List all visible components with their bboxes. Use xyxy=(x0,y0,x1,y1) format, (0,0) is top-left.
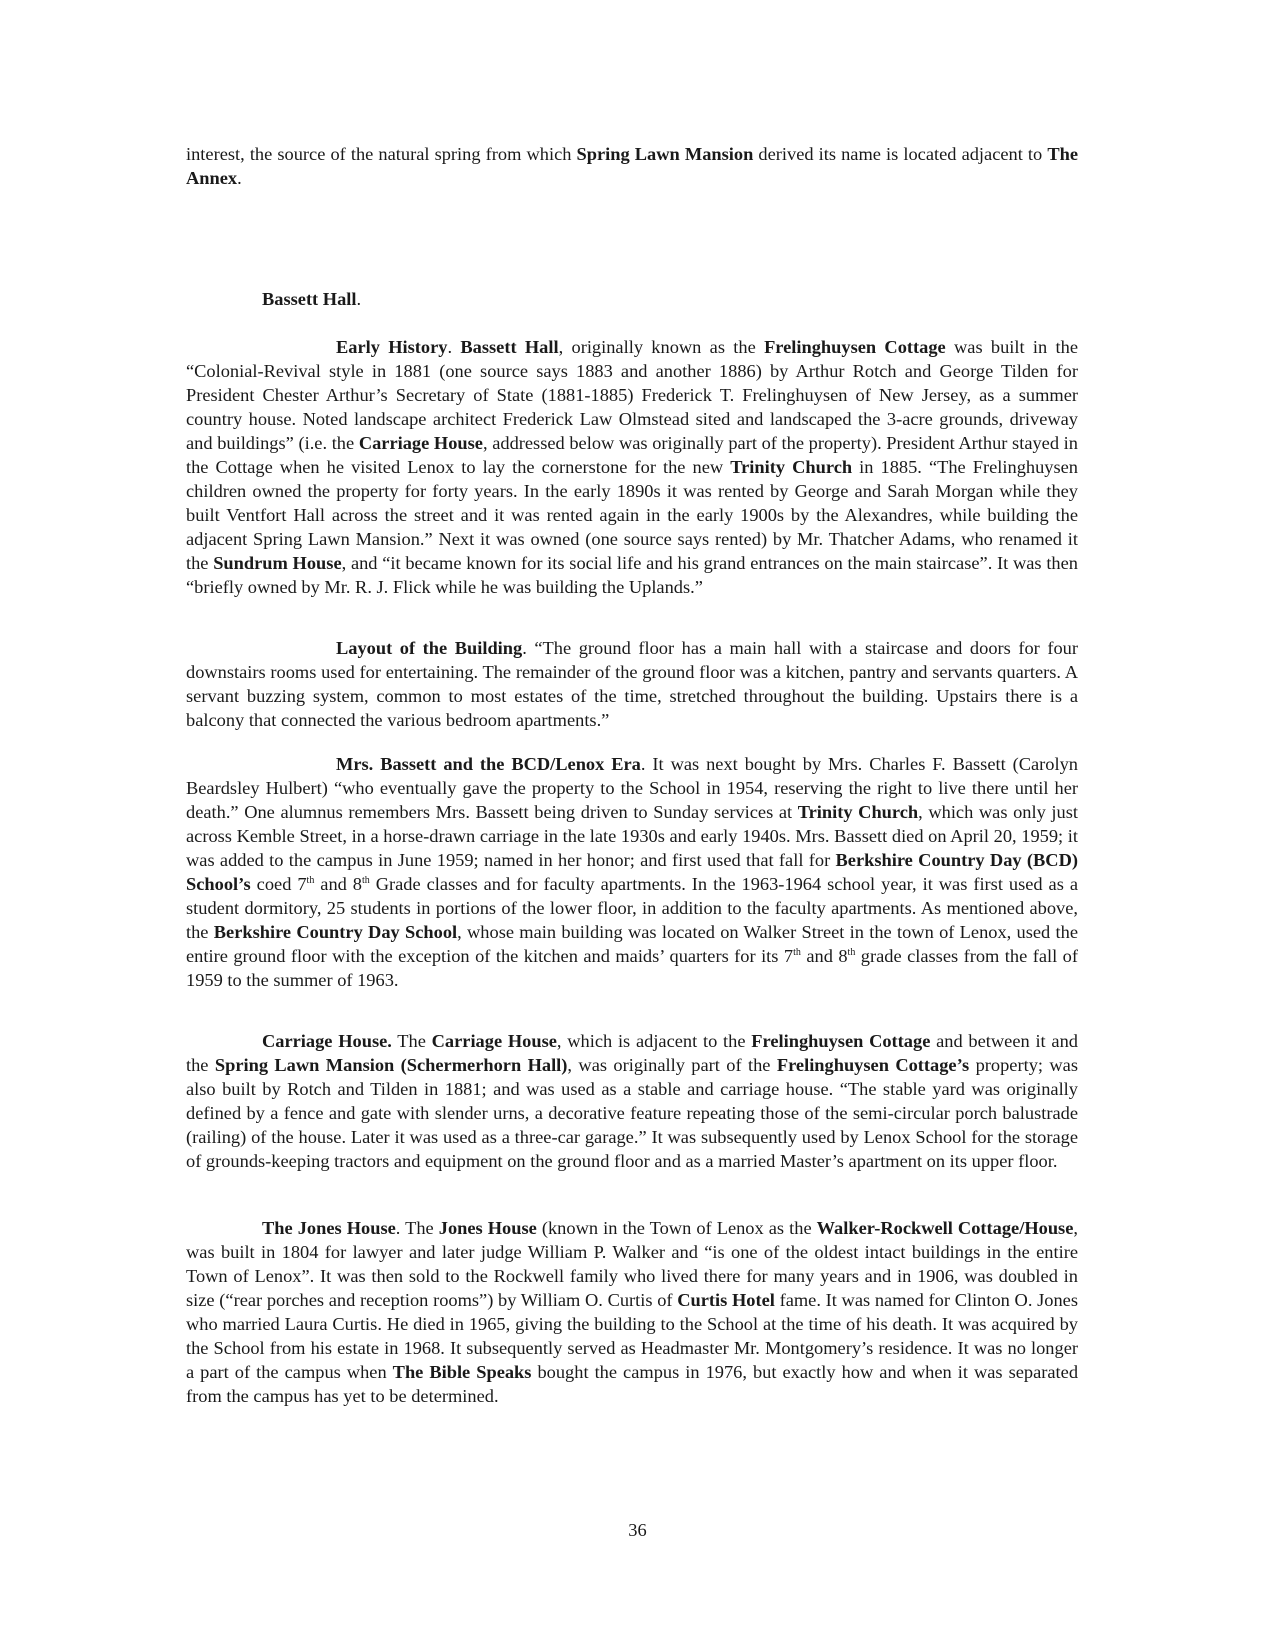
subheading-early-history: Early History xyxy=(336,337,448,357)
subheading-jones-house: The Jones House xyxy=(262,1218,396,1238)
subheading-layout: Layout of the Building xyxy=(336,638,523,658)
page-number: 36 xyxy=(628,1520,647,1540)
paragraph-layout-of-building: Layout of the Building. “The ground floor has a main hall with a staircase and doors for four downstairs rooms used for entertaining. The remainder of the ground floor was a kitchen, pantry and servants quarters. A servant buzzing system, common to most estates of the time, stretched throughout the building. Upstairs there is a balcony that connected the various bedroom apartments.” xyxy=(186,638,1079,730)
subheading-carriage-house: Carriage House. xyxy=(262,1031,392,1051)
paragraph-jones-house: The Jones House. The Jones House (known in the Town of Lenox as the Walker-Rockwell Cottage/House, was built in 1804 for lawyer and later judge William P. Walker and “is one of the oldest intact buildings in the entire Town of Lenox”. It was then sold to the Rockwell family who lived there for many years and in 1906, was doubled in size (“rear porches and reception rooms”) by William O. Curtis of Curtis Hotel fame. It was named for Clinton O. Jones who married Laura Curtis. He died in 1965, giving the building to the School at the time of his death. It was acquired by the School from his estate in 1968. It subsequently served as Headmaster Mr. Montgomery’s residence. It was no longer a part of the campus when The Bible Speaks bought the campus in 1976, but exactly how and when it was separated from the campus has yet to be determined. xyxy=(186,1218,1079,1406)
intro-paragraph: interest, the source of the natural spring from which Spring Lawn Mansion derived its name is located adjacent to The Annex. xyxy=(186,144,1078,188)
paragraph-bcd-lenox-era: Mrs. Bassett and the BCD/Lenox Era. It was next bought by Mrs. Charles F. Bassett (Carolyn Beardsley Hulbert) “who eventually gave the property to the School in 1954, reserving the right to live there until her death.” One alumnus remembers Mrs. Bassett being driven to Sunday services at Trinity Church, which was only just across Kemble Street, in a horse-drawn carriage in the late 1930s and early 1940s. Mrs. Bassett died on April 20, 1959; it was added to the campus in June 1959; named in her honor; and first used that fall for Berkshire Country Day (BCD) School’s coed 7th and 8th Grade classes and for faculty apartments. In the 1963-1964 school year, it was first used as a student dormitory, 25 students in portions of the lower floor, in addition to the faculty apartments. As mentioned above, the Berkshire Country Day School, whose main building was located on Walker Street in the town of Lenox, used the entire ground floor with the exception of the kitchen and maids’ quarters for its 7th and 8th grade classes from the fall of 1959 to the summer of 1963. xyxy=(186,754,1079,990)
subheading-bcd-era: Mrs. Bassett and the BCD/Lenox Era xyxy=(336,754,641,774)
section-title: Bassett Hall xyxy=(262,289,357,309)
section-heading-bassett-hall: Bassett Hall. xyxy=(262,289,362,309)
paragraph-carriage-house: Carriage House. The Carriage House, which is adjacent to the Frelinghuysen Cottage and between it and the Spring Lawn Mansion (Schermerhorn Hall), was originally part of the Frelinghuysen Cottage’s property; was also built by Rotch and Tilden in 1881; and was used as a stable and carriage house. “The stable yard was originally defined by a fence and gate with slender urns, a decorative feature repeating those of the semi-circular porch balustrade (railing) of the house. Later it was used as a three-car garage.” It was subsequently used by Lenox School for the storage of grounds-keeping tractors and equipment on the ground floor and as a married Master’s apartment on its upper floor. xyxy=(186,1031,1078,1171)
paragraph-early-history: Early History. Bassett Hall, originally known as the Frelinghuysen Cottage was built in the “Colonial-Revival style in 1881 (one source says 1883 and another 1886) by Arthur Rotch and George Tilden for President Chester Arthur’s Secretary of State (1881-1885) Frederick T. Frelinghuysen of New Jersey, as a summer country house. Noted landscape architect Frederick Law Olmstead sited and landscaped the 3-acre grounds, driveway and buildings” (i.e. the Carriage House, addressed below was originally part of the property). President Arthur stayed in the Cottage when he visited Lenox to lay the cornerstone for the new Trinity Church in 1885. “The Frelinghuysen children owned the property for forty years. In the early 1890s it was rented by George and Sarah Morgan while they built Ventfort Hall across the street and it was rented again in the early 1900s by the Alexandres, while building the adjacent Spring Lawn Mansion.” Next it was owned (one source says rented) by Mr. Thatcher Adams, who renamed it the Sundrum House, and “it became known for its social life and his grand entrances on the main staircase”. It was then “briefly owned by Mr. R. J. Flick while he was building the Uplands.” xyxy=(186,337,1079,597)
